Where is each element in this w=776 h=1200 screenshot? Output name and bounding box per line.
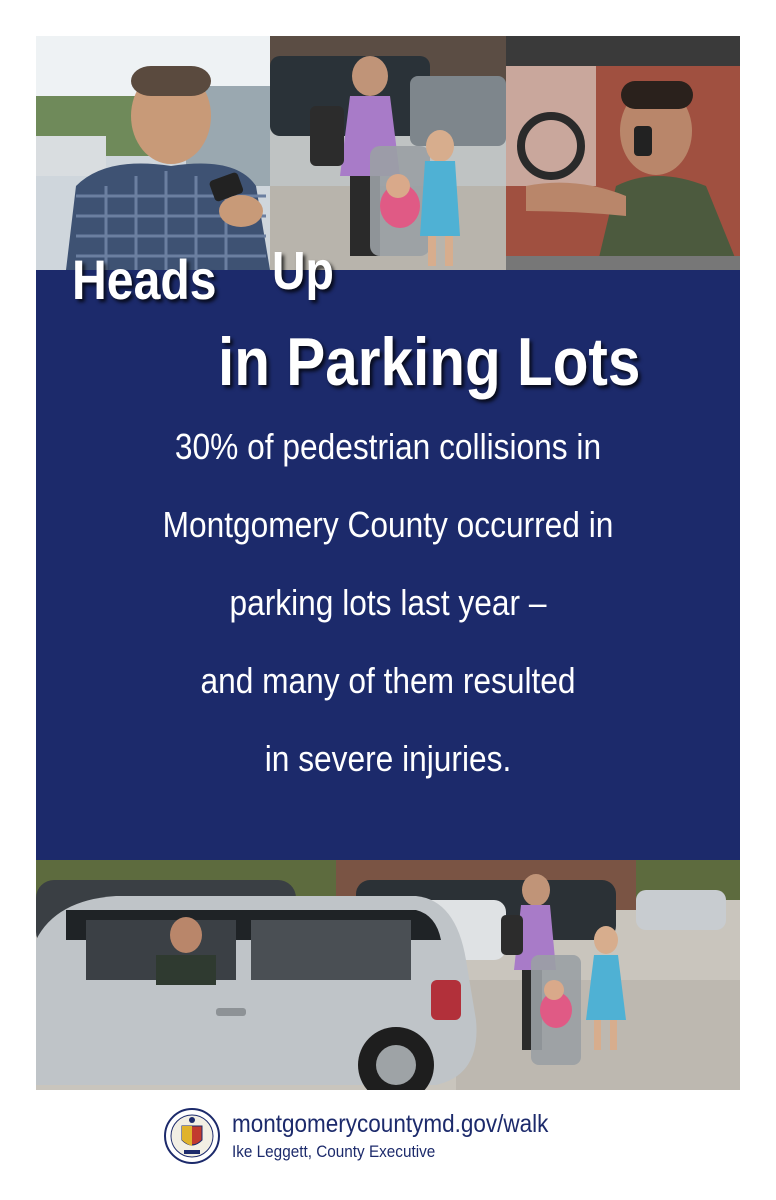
- photo-mother-with-stroller: [270, 36, 506, 270]
- body-line: and many of them resulted: [200, 660, 576, 701]
- headline-heads: Heads: [72, 248, 217, 311]
- body-text: [36, 408, 740, 798]
- headline-up: Up: [272, 241, 334, 301]
- body-line: parking lots last year –: [229, 582, 547, 623]
- body-line: Montgomery County occurred in: [162, 504, 614, 545]
- footer-url-link[interactable]: montgomerycountymd.gov/walk: [232, 1110, 549, 1138]
- photo-man-with-phone: [36, 36, 270, 270]
- body-line: 30% of pedestrian collisions in: [174, 426, 602, 467]
- photo-driver-on-phone: [506, 36, 740, 270]
- body-line: in severe injuries.: [264, 738, 512, 779]
- footer: [164, 1108, 724, 1168]
- headline-in-parking-lots: in Parking Lots: [218, 324, 641, 400]
- county-seal-icon: [164, 1108, 220, 1164]
- footer-county-executive: Ike Leggett, County Executive: [232, 1142, 436, 1161]
- photo-parking-lot-car-and-pedestrians: [36, 860, 740, 1090]
